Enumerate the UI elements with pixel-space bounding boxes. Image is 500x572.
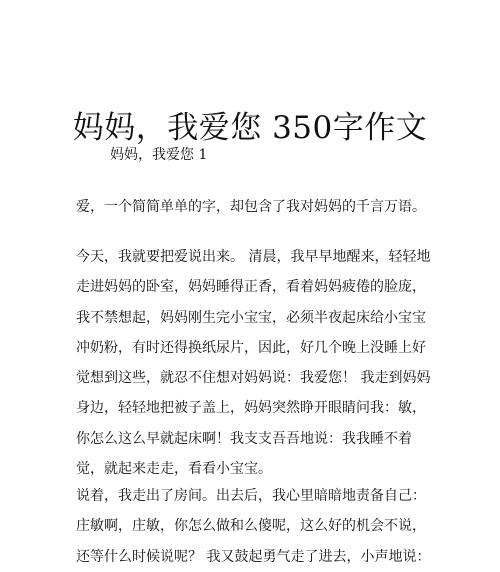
text-line: 觉想到这些，就忍不住想对妈妈说：我爱您！ 我走到妈妈 xyxy=(76,370,431,387)
text-line: 觉，就起来走走，看看小宝宝。 xyxy=(76,461,272,478)
text-line: 我不禁想起，妈妈刚生完小宝宝，必须半夜起床给小宝宝 xyxy=(76,309,426,326)
paragraph xyxy=(76,192,426,222)
text-line: 说着，我走出了房间。出去后，我心里暗暗地责备自己： xyxy=(76,488,426,504)
essay-subtitle: 妈妈，我爱您 1 xyxy=(110,147,208,163)
paragraph xyxy=(76,481,430,572)
text-line: 爱，一个简简单单的字，却包含了我对妈妈的千言万语。 xyxy=(76,199,426,215)
essay-title: 妈妈，我爱您 350字作文 xyxy=(72,109,428,146)
paragraph xyxy=(76,242,430,484)
text-line: 你怎么这么早就起床啊！我支支吾吾地说：我我睡不着 xyxy=(76,430,412,447)
text-line: 身边，轻轻地把被子盖上，妈妈突然睁开眼睛问我：敏， xyxy=(76,400,426,417)
text-line: 走进妈妈的卧室，妈妈睡得正香，看着妈妈疲倦的脸庞， xyxy=(76,279,426,296)
text-line: 还等什么时候说呢？ 我又鼓起勇气走了进去，小声地说： xyxy=(76,548,431,565)
text-line: 今天，我就要把爱说出来。 清晨，我早早地醒来，轻轻地 xyxy=(76,249,431,265)
text-line: 庄敏啊，庄敏，你怎么做和么傻呢，这么好的机会不说， xyxy=(76,518,426,535)
text-line: 冲奶粉，有时还得换纸尿片，因此，好几个晚上没睡上好 xyxy=(76,339,426,356)
